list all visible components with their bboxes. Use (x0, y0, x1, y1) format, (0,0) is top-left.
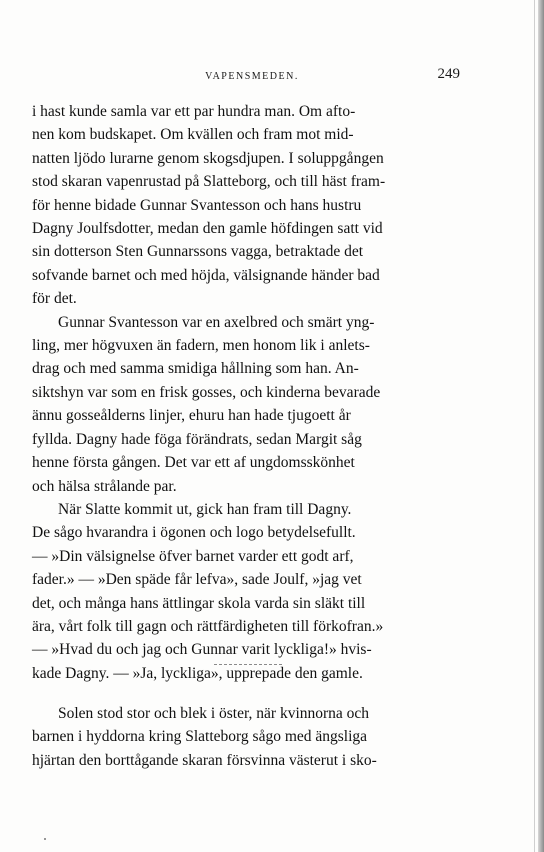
paragraph-3 (32, 498, 458, 685)
text-line: i hast kunde samla var ett par hundra man. Om afto- (32, 103, 356, 120)
running-title: VAPENSMEDEN. (205, 71, 299, 82)
text-line: — »Din välsignelse öfver barnet varder ett godt arf, (32, 547, 354, 565)
page-edge-line (534, 0, 535, 852)
section-divider (214, 664, 282, 665)
text-line: för det. (32, 290, 77, 308)
paragraph-2 (32, 311, 458, 498)
text-line: Solen stod stor och blek i öster, när kvinnorna och (58, 705, 370, 722)
text-line: sin dotterson Sten Gunnarssons vagga, betraktade det (32, 243, 364, 261)
section-2-text (32, 702, 458, 772)
text-line: henne första gången. Det var ett af ungdomsskönhet (32, 454, 355, 472)
text-line: Dagny Joulfsdotter, medan den gamle höfdingen satt vid (32, 220, 383, 238)
text-line: drag och med samma smidiga hållning som han. An- (32, 360, 359, 378)
scan-speck (44, 838, 46, 840)
text-line: fyllda. Dagny hade föga förändrats, sedan Margit såg (32, 430, 362, 448)
text-line: stod skaran vapenrustad på Slatteborg, och till häst fram- (32, 173, 386, 191)
text-line: fader.» — »Den späde får lefva», sade Joulf, »jag vet (32, 571, 362, 589)
text-line: barnen i hyddorna kring Slatteborg sågo med ängsliga (32, 728, 368, 746)
body-text (32, 100, 458, 685)
text-line: kade Dagny. — »Ja, lyckliga», upprepade den gamle. (32, 664, 363, 682)
text-line: natten ljödo lurarne genom skogsdjupen. I soluppgången (32, 149, 384, 167)
text-line: sofvande barnet och med höjda, välsignande händer bad (32, 266, 380, 284)
text-line: det, och många hans ättlingar skola varda sin släkt till (32, 594, 366, 612)
page-number: 249 (437, 66, 460, 82)
text-line: När Slatte kommit ut, gick han fram till Dagny. (58, 500, 352, 518)
text-line: ära, vårt folk till gagn och rättfärdigheten till förkofran.» (32, 617, 384, 635)
text-line: nen kom budskapet. Om kvällen och fram mot mid- (32, 126, 354, 144)
page-header (36, 68, 468, 86)
text-line: Gunnar Svantesson var en axelbred och smärt yng- (58, 313, 375, 331)
text-line: — »Hvad du och jag och Gunnar varit lyckliga!» hvis- (32, 641, 372, 659)
text-line: siktshyn var som en frisk gosses, och kinderna bevarade (32, 383, 381, 401)
paragraph-1 (32, 100, 458, 311)
section-2-paragraph (32, 702, 458, 772)
page-edge-shadow (538, 0, 544, 852)
text-line: ling, mer högvuxen än fadern, men honom lik i anlets- (32, 337, 370, 355)
text-line: ännu gosseålderns linjer, ehuru han hade tjugoett år (32, 407, 351, 425)
text-line: och hälsa strålande par. (32, 477, 177, 495)
text-line: De sågo hvarandra i ögonen och logo betydelsefullt. (32, 524, 356, 542)
text-line: för henne bidade Gunnar Svantesson och hans hustru (32, 196, 362, 214)
text-line: hjärtan den borttågande skaran försvinna västerut i sko- (32, 751, 377, 769)
